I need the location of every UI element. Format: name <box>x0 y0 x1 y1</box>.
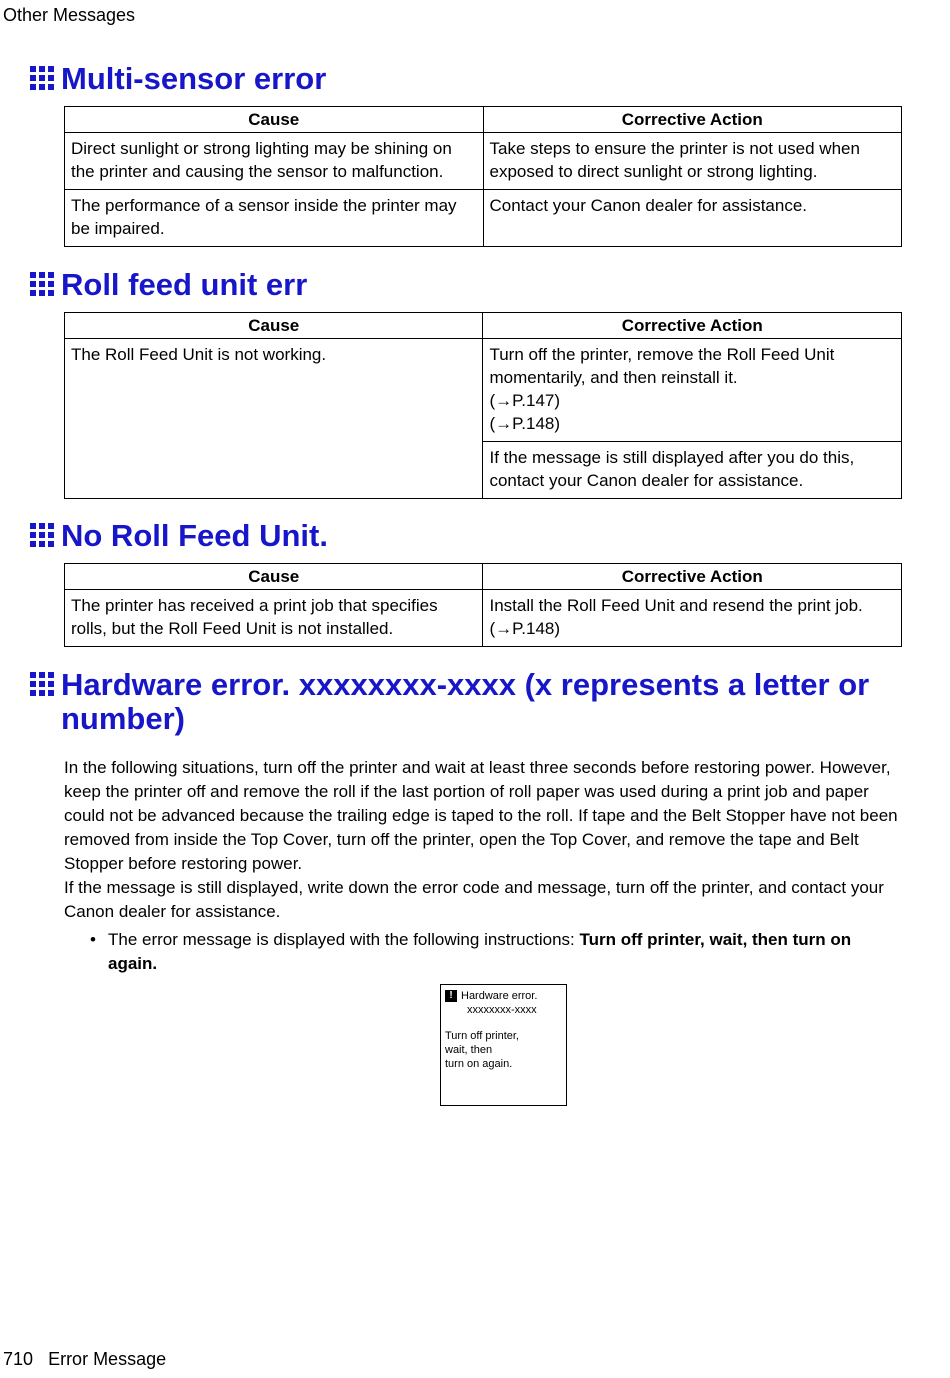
column-header-cause: Cause <box>65 313 483 339</box>
page-number: 710 <box>3 1349 34 1369</box>
error-table <box>64 312 902 499</box>
paragraph: In the following situations, turn off the printer and wait at least three seconds before restoring power. However, keep the printer off and remove the roll if the last portion of roll paper was used during a print job and paper could not be advanced because the trailing edge is taped to the roll. If tape and the Belt Stopper have not been removed from inside the Top Cover, turn off the printer, open the Top Cover, and remove the tape and Belt Stopper before restoring power. <box>64 758 898 873</box>
running-head: Other Messages <box>3 5 136 25</box>
grid-bullet-icon <box>29 523 56 547</box>
grid-bullet-icon <box>29 66 56 90</box>
lcd-display-illustration <box>440 984 567 1106</box>
column-header-action: Corrective Action <box>483 313 902 339</box>
table-header-row <box>65 564 902 590</box>
lcd-error-code: xxxxxxxx-xxxx <box>467 1004 537 1016</box>
action-cell: Contact your Canon dealer for assistance. <box>483 190 902 247</box>
bullet-list <box>64 928 904 976</box>
cause-cell: Direct sunlight or strong lighting may be shining on the printer and causing the sensor to malfunction. <box>65 133 484 190</box>
page-reference-link[interactable]: (→P.148) <box>489 414 561 433</box>
section-roll-feed-unit-err <box>29 268 902 499</box>
action-text: Turn off the printer, remove the Roll Feed Unit momentarily, and then reinstall it. <box>489 345 835 387</box>
lcd-line1: Hardware error. <box>461 990 538 1002</box>
action-text: Install the Roll Feed Unit and resend the print job. <box>489 596 863 615</box>
lcd-error-line <box>445 989 562 1003</box>
page-reference-link[interactable]: (→P.148) <box>489 619 561 638</box>
table-row <box>65 590 902 647</box>
page-footer <box>3 1349 166 1370</box>
page-reference-link[interactable]: (→P.147) <box>489 391 561 410</box>
cause-cell: The Roll Feed Unit is not working. <box>65 339 483 499</box>
grid-bullet-icon <box>29 672 56 696</box>
table-row <box>65 339 902 442</box>
table-header-row <box>65 107 902 133</box>
section-title: Roll feed unit err <box>29 268 902 302</box>
section-hardware-error <box>29 668 902 976</box>
cause-cell: The performance of a sensor inside the printer may be impaired. <box>65 190 484 247</box>
section-body <box>64 756 904 976</box>
section-no-roll-feed-unit <box>29 519 902 647</box>
lcd-message: Turn off printer, wait, then turn on again. <box>445 1030 519 1070</box>
column-header-cause: Cause <box>65 107 484 133</box>
section-title: Hardware error. xxxxxxxx-xxxx (x represents a letter or number) <box>29 668 902 736</box>
table-header-row <box>65 313 902 339</box>
action-cell <box>483 590 902 647</box>
section-title: No Roll Feed Unit. <box>29 519 902 553</box>
action-cell <box>483 339 902 442</box>
action-cell: If the message is still displayed after you do this, contact your Canon dealer for assistance. <box>483 442 902 499</box>
grid-bullet-icon <box>29 272 56 296</box>
table-row <box>65 133 902 190</box>
section-title: Multi-sensor error <box>29 62 902 96</box>
action-cell: Take steps to ensure the printer is not used when exposed to direct sunlight or strong lighting. <box>483 133 902 190</box>
column-header-cause: Cause <box>65 564 483 590</box>
table-row <box>65 190 902 247</box>
bullet-text: The error message is displayed with the following instructions: <box>108 930 580 949</box>
paragraph: If the message is still displayed, write down the error code and message, turn off the printer, and contact your Canon dealer for assistance. <box>64 878 884 921</box>
section-multi-sensor-error <box>29 62 902 247</box>
bullet-bold-text: Turn off printer, wait, then turn on again. <box>108 930 852 973</box>
column-header-action: Corrective Action <box>483 564 902 590</box>
error-table <box>64 563 902 647</box>
exclamation-icon: ! <box>445 990 457 1002</box>
error-table <box>64 106 902 247</box>
cause-cell: The printer has received a print job that specifies rolls, but the Roll Feed Unit is not installed. <box>65 590 483 647</box>
footer-section: Error Message <box>48 1349 167 1369</box>
column-header-action: Corrective Action <box>483 107 902 133</box>
list-item <box>90 928 904 976</box>
